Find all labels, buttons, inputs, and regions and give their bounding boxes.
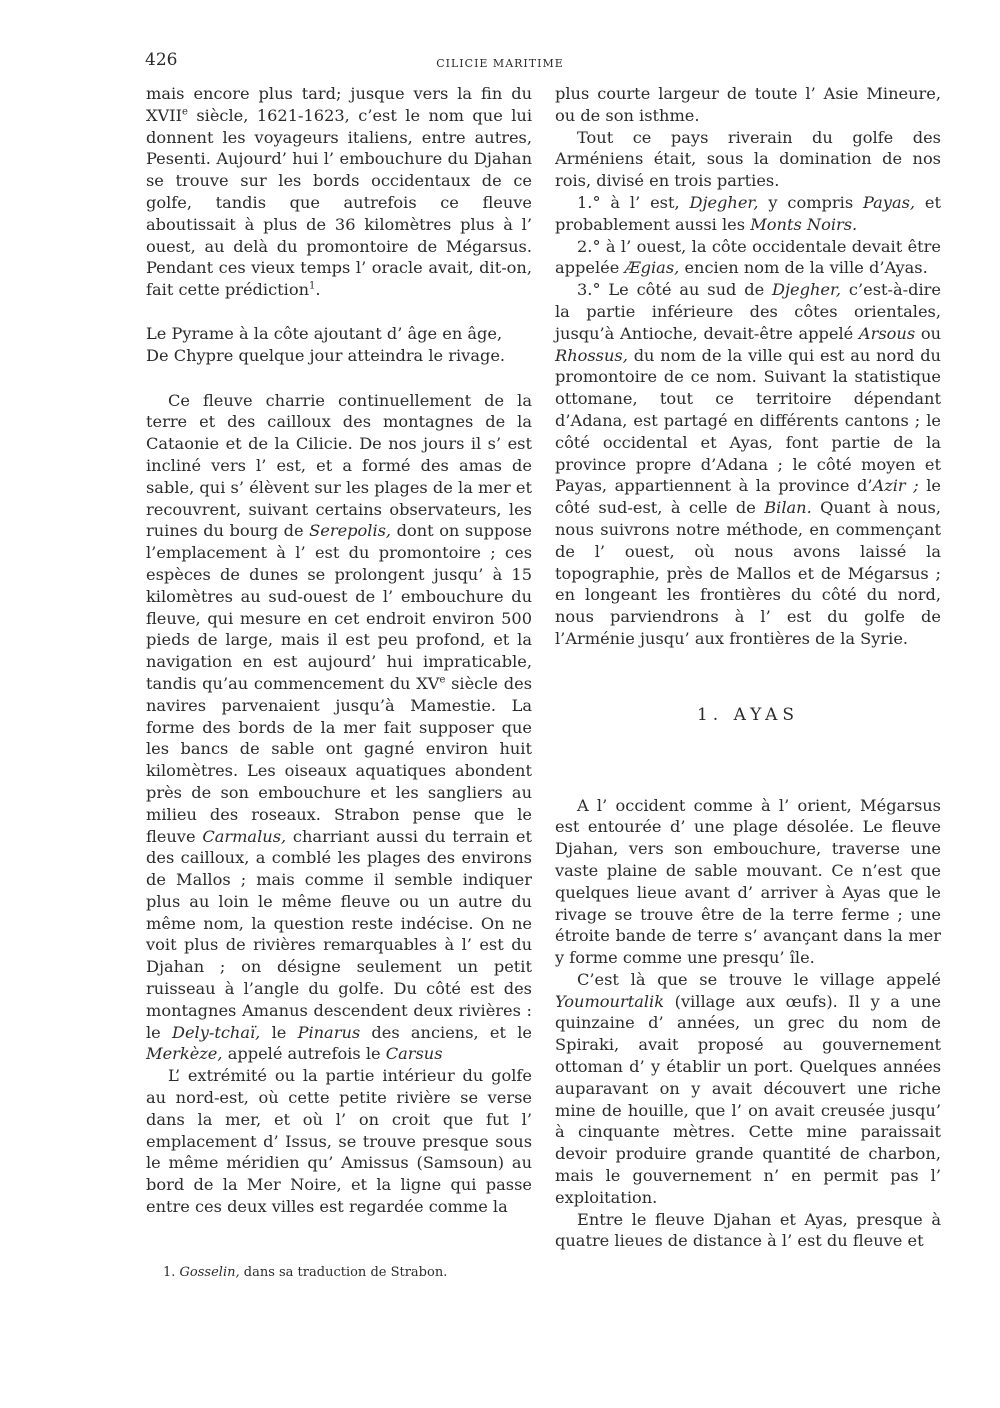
running-title: CILICIE MARITIME — [436, 57, 564, 70]
item-3: 3.° Le côté au sud de Djegher, c’est-à-dire la partie inférieure des côtes orientales, jusqu’à Antioche, devait-être appelé Arsous ou Rhossus, du nom de la ville qui est au nord du promontoire de ce nom. Suivant la statistique ottomane, tout ce territoire dépendant d’Adana, est partagé en différents cantons ; le côté occidental et Ayas, font partie de la province propre d’Adana ; le côté moyen et Payas, appartiennent à la province d’Azir ; le côté sud-est, à celle de Bilan. Quant à nous, nous suivrons notre méthode, en commençant de l’ ouest, où nous avons laissé la topographie, près de Mallos et de Mégarsus ; en longeant les frontières du côté du nord, nous parviendrons à l’ est du golfe de l’Arménie jusqu’ aux frontières de la Syrie. — [555, 280, 941, 648]
left-column — [146, 83, 532, 1218]
right-column — [555, 83, 941, 1252]
item-1: 1.° à l’ est, Djegher, y compris Payas, et probablement aussi les Monts Noirs. — [555, 192, 941, 234]
paragraph-2: Ce fleuve charrie continuellement de la terre et des cailloux des montagnes de la Cataonie et de la Cilicie. De nos jours il s’ est incliné vers l’ est, et a formé des amas de sable, qui s’ élèvent sur les plages de la mer et recouvrent, suivant certains observateurs, les ruines du bourg de Serepolis, dont on suppose l’emplacement à l’ est du promontoire ; ces espèces de dunes se prolongent jusqu’ à 15 kilomètres au sud-ouest de l’ embouchure du fleuve, qui mesure en cet endroit environ 500 pieds de large, mais il est peu profond, et la navigation en est aujourd’ hui impraticable, tandis qu’au commencement du XVe siècle des navires parvenaient jusqu’à Mamestie. La forme des bords de la mer fait supposer que les bancs de sable ont gagné environ huit kilomètres. Les oiseaux aquatiques abondent près de son embouchure et les sangliers au milieu des roseaux. Strabon pense que le fleuve Carmalus, charriant aussi du terrain et des cailloux, a comblé les plages des environs de Mallos ; mais comme il semble indiquer plus au loin le même fleuve ou un autre du même nom, la question reste indécise. On ne voit plus de rivières remarquables à l’ est du Djahan ; on désigne seulement un petit ruisseau à l’angle du golfe. Du côté est des montagnes Amanus descendent deux rivières : le Dely-tchaï, le Pinarus des anciens, et le Merkèze, appelé autrefois le Carsus — [146, 390, 532, 1064]
paragraph-regions: Tout ce pays riverain du golfe des Arméniens était, sous la domination de nos rois, divisé en trois parties. — [555, 127, 941, 191]
paragraph-ayas-3: Entre le fleuve Djahan et Ayas, presque à quatre lieues de distance à l’ est du fleuve et — [555, 1209, 941, 1251]
paragraph-ayas-2: C’est là que se trouve le village appelé Youmourtalik (village aux œufs). Il y a une quinzaine d’ années, un grec du nom de Spiraki, avait proposé au gouvernement ottoman d’ y établir un port. Quelques années auparavant on y avait découvert une riche mine de houille, que l’ on avait creusée jusqu’ à cinquante mètres. Cette mine paraissait devoir produire grande quantité de charbon, mais le gouvernement n’ en permit pas l’ exploitation. — [555, 969, 941, 1207]
section-title: 1. AYAS — [696, 704, 800, 725]
verse-line-1: Le Pyrame à la côte ajoutant d’ âge en âge, — [146, 323, 503, 343]
item-2: 2.° à l’ ouest, la côte occidentale devait être appelée Ægias, encien nom de la ville d’Ayas. — [555, 236, 941, 278]
paragraph-1: mais encore plus tard; jusque vers la fin du XVIIe siècle, 1621-1623, c’est le nom que lui donnent les voyageurs italiens, entre autres, Pesenti. Aujourd’ hui l’ embouchure du Djahan se trouve sur les bords occidentaux de ce golfe, tandis que autrefois ce fleuve aboutissait à plus de 36 kilomètres plus à l’ ouest, au delà du promontoire de Mégarsus. Pendant ces vieux temps l’ oracle avait, dit-on, fait cette prédiction$^1$. — [146, 84, 532, 300]
paragraph-ayas-1: A l’ occident comme à l’ orient, Mégarsus est entourée d’ une plage désolée. Le fleuve Djahan, vers son embouchure, traverse une vaste plaine de sable mouvant. Ce n’est que quelques lieue avant d’ arriver à Ayas que le rivage se trouve être de la terre ferme ; une étroite bande de terre s’ avançant dans la mer y forme comme une presqu’ île. — [555, 795, 941, 968]
footnote-ref: 1 — [309, 280, 316, 292]
footnote: 1. Gosselin, dans sa traduction de Strabon. — [163, 1265, 448, 1280]
verse-line-2: De Chypre quelque jour atteindra le rivage. — [146, 345, 506, 365]
page-number: 426 — [145, 50, 178, 70]
verse-quote — [146, 323, 532, 367]
paragraph-continued: plus courte largeur de toute l’ Asie Mineure, ou de son isthme. — [555, 84, 941, 125]
paragraph-3: L’ extrémité ou la partie intérieur du golfe au nord-est, où cette petite rivière se verse dans la mer, et où l’ on croit que fut l’ emplacement d’ Issus, se trouve presque sous le même méridien qu’ Amissus (Samsoun) au bord de la Mer Noire, et la ligne qui passe entre ces deux villes est regardée comme la — [146, 1066, 532, 1217]
